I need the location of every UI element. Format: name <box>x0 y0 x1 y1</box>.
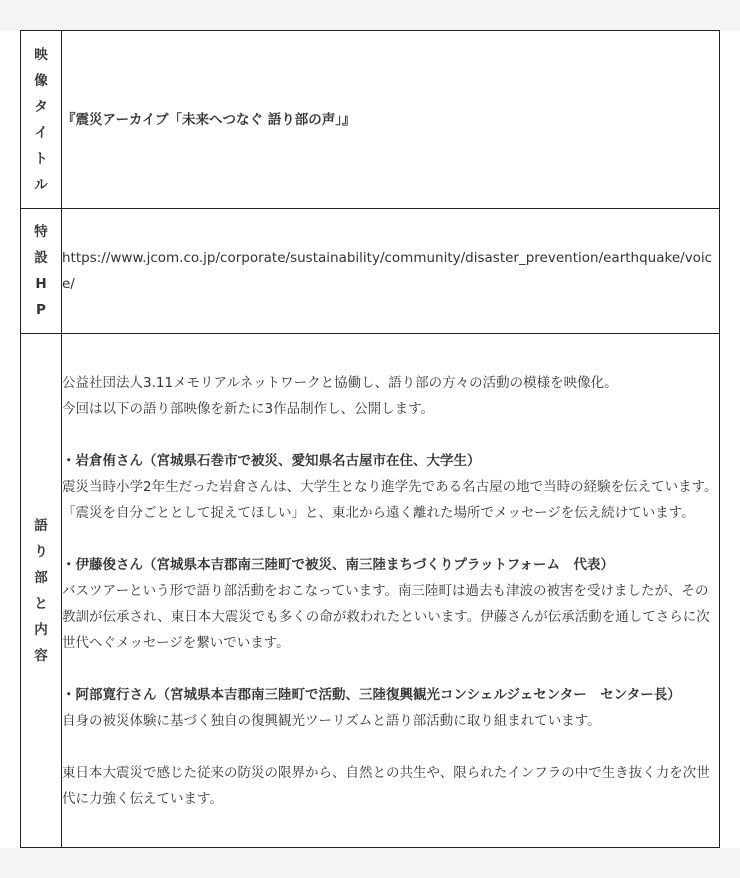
label-content <box>21 334 62 848</box>
label-char: ト <box>34 150 48 167</box>
top-band <box>0 0 740 31</box>
label-video-title <box>21 31 62 209</box>
special-site-url[interactable]: https://www.jcom.co.jp/corporate/sustainability/community/disaster_prevention/earthquake/voice/ <box>62 250 713 292</box>
speaker-text: バスツアーという形で語り部活動をおこなっています。南三陸町は過去も津波の被害を受けましたが、その教訓が伝承され、東日本大震災でも多くの命が救われたといいます。伊藤さんが伝承活動を通してさらに次世代へぐメッセージを繋いでいます。 <box>62 582 710 651</box>
special-site-cell <box>62 209 720 334</box>
intro-line: 今回は以下の語り部映像を新たに3作品制作し、公開します。 <box>62 400 435 417</box>
row-special-site <box>21 209 720 334</box>
info-table <box>20 30 720 848</box>
label-char: 容 <box>34 647 48 664</box>
speaker-text: 震災当時小学2年生だった岩倉さんは、大学生となり進学先である名古屋の地で当時の経験を伝えています。「震災を自分ごととして捉えてほしい」と、東北から遠く離れた場所でメッセージを伝え続けています。 <box>62 478 718 521</box>
content-cell <box>62 334 720 848</box>
video-title-cell <box>62 31 720 209</box>
label-char: イ <box>34 124 48 141</box>
label-char: 設 <box>34 250 48 266</box>
intro-line: 公益社団法人3.11メモリアルネットワークと協働し、語り部の方々の活動の模様を映像化。 <box>62 374 618 391</box>
speaker-heading: ・岩倉侑さん（宮城県石巻市で被災、愛知県名古屋市在住、大学生） <box>62 452 481 469</box>
row-video-title <box>21 31 720 209</box>
closing-text: 東日本大震災で感じた従来の防災の限界から、自然との共生や、限られたインフラの中で生き抜く力を次世代に力強く伝えています。 <box>62 764 710 807</box>
label-special-site <box>21 209 62 334</box>
video-title: 『震災アーカイブ「未来へつなぐ 語り部の声」』 <box>62 111 356 128</box>
label-char: 部 <box>34 569 48 586</box>
label-char: タ <box>34 98 48 115</box>
label-char: 像 <box>34 72 48 89</box>
label-char: 特 <box>34 224 48 240</box>
label-char: 内 <box>34 621 48 638</box>
speaker-heading: ・伊藤俊さん（宮城県本吉郡南三陸町で被災、南三陸まちづくりプラットフォーム 代表） <box>62 556 615 573</box>
speaker-text: 自身の被災体験に基づく独自の復興観光ツーリズムと語り部活動に取り組まれています。 <box>62 712 601 729</box>
label-char: 語 <box>34 517 48 534</box>
label-char: ル <box>34 176 48 193</box>
bottom-band <box>0 848 740 878</box>
label-char: H <box>35 276 47 292</box>
label-char: P <box>36 302 46 318</box>
label-char: と <box>34 595 48 612</box>
row-content <box>21 334 720 848</box>
label-char: り <box>34 543 48 560</box>
label-char: 映 <box>34 46 48 63</box>
speaker-heading: ・阿部寛行さん（宮城県本吉郡南三陸町で活動、三陸復興観光コンシェルジェセンター センター長） <box>62 686 681 703</box>
